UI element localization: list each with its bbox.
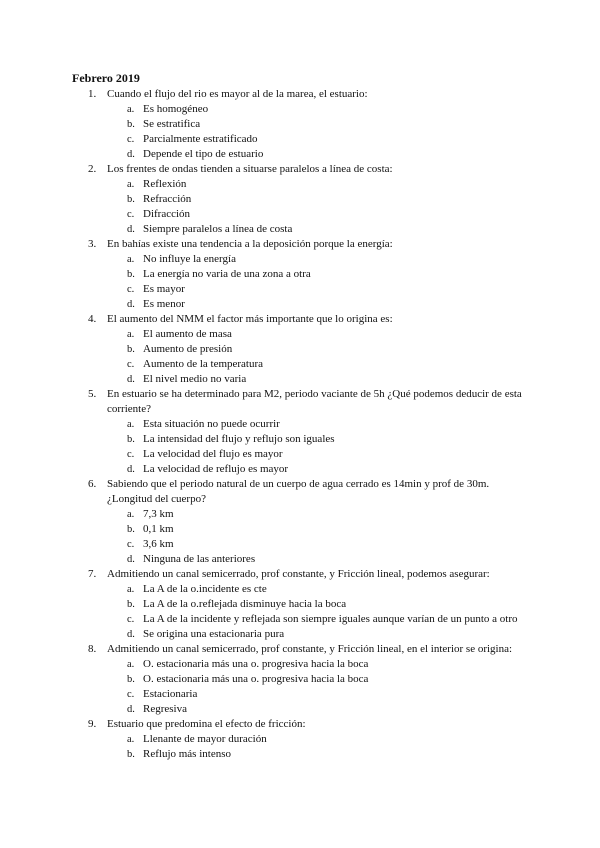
question-item bbox=[0, 717, 600, 762]
option-letter: b. bbox=[127, 434, 135, 445]
question-text: Admitiendo un canal semicerrado, prof constante, y Fricción lineal, en el interior se origina: bbox=[107, 643, 513, 655]
answer-option bbox=[0, 462, 600, 477]
option-letter: c. bbox=[127, 539, 135, 550]
option-text: La A de la o.incidente es cte bbox=[143, 583, 267, 595]
option-letter: d. bbox=[127, 299, 135, 310]
answer-option bbox=[0, 147, 600, 162]
option-letter: c. bbox=[127, 689, 135, 700]
option-list bbox=[0, 657, 600, 717]
option-letter: a. bbox=[127, 734, 135, 745]
answer-option bbox=[0, 747, 600, 762]
answer-option bbox=[0, 657, 600, 672]
answer-option bbox=[0, 732, 600, 747]
option-letter: b. bbox=[127, 119, 135, 130]
option-text: 0,1 km bbox=[143, 523, 174, 535]
option-list bbox=[0, 252, 600, 312]
question-number: 7. bbox=[88, 568, 97, 580]
answer-option bbox=[0, 267, 600, 282]
option-letter: d. bbox=[127, 224, 135, 235]
option-letter: b. bbox=[127, 194, 135, 205]
option-text: Reflexión bbox=[143, 178, 187, 190]
answer-option bbox=[0, 582, 600, 597]
question-row bbox=[0, 642, 600, 657]
answer-option bbox=[0, 597, 600, 612]
option-text: Es mayor bbox=[143, 283, 185, 295]
answer-option bbox=[0, 192, 600, 207]
answer-option bbox=[0, 522, 600, 537]
option-letter: c. bbox=[127, 209, 135, 220]
question-row bbox=[0, 87, 600, 102]
option-text: Es menor bbox=[143, 298, 185, 310]
question-number: 2. bbox=[88, 163, 97, 175]
option-text: La intensidad del flujo y reflujo son iguales bbox=[143, 433, 335, 445]
question-text: Los frentes de ondas tienden a situarse paralelos a línea de costa: bbox=[107, 163, 393, 175]
answer-option bbox=[0, 327, 600, 342]
option-text: La A de la o.reflejada disminuye hacia la boca bbox=[143, 598, 347, 610]
answer-option bbox=[0, 537, 600, 552]
option-text: Depende el tipo de estuario bbox=[143, 148, 264, 160]
option-text: Llenante de mayor duración bbox=[143, 733, 267, 745]
option-letter: a. bbox=[127, 329, 135, 340]
option-letter: b. bbox=[127, 674, 135, 685]
option-text: El aumento de masa bbox=[143, 328, 232, 340]
option-text: Esta situación no puede ocurrir bbox=[143, 418, 280, 430]
answer-option bbox=[0, 372, 600, 387]
answer-option bbox=[0, 687, 600, 702]
option-text: No influye la energía bbox=[143, 253, 236, 265]
option-letter: d. bbox=[127, 464, 135, 475]
option-text: Ninguna de las anteriores bbox=[143, 553, 256, 565]
option-text: Regresiva bbox=[143, 703, 187, 715]
option-list bbox=[0, 507, 600, 567]
option-letter: d. bbox=[127, 554, 135, 565]
answer-option bbox=[0, 117, 600, 132]
option-letter: a. bbox=[127, 104, 135, 115]
option-letter: c. bbox=[127, 134, 135, 145]
option-letter: d. bbox=[127, 374, 135, 385]
option-list bbox=[0, 327, 600, 387]
question-text: Estuario que predomina el efecto de fricción: bbox=[107, 718, 306, 730]
question-row bbox=[0, 477, 600, 507]
option-letter: c. bbox=[127, 614, 135, 625]
option-letter: a. bbox=[127, 254, 135, 265]
option-list bbox=[0, 417, 600, 477]
option-text: Es homogéneo bbox=[143, 103, 209, 115]
question-number: 5. bbox=[88, 388, 97, 400]
question-item bbox=[0, 162, 600, 237]
option-text: Se estratifica bbox=[143, 118, 201, 130]
option-letter: a. bbox=[127, 659, 135, 670]
option-list bbox=[0, 177, 600, 237]
answer-option bbox=[0, 357, 600, 372]
option-list bbox=[0, 582, 600, 642]
option-text: Difracción bbox=[143, 208, 191, 220]
option-text: O. estacionaria más una o. progresiva hacia la boca bbox=[143, 673, 369, 685]
question-number: 6. bbox=[88, 478, 97, 490]
option-text: 7,3 km bbox=[143, 508, 174, 520]
option-text: Se origina una estacionaria pura bbox=[143, 628, 285, 640]
option-letter: a. bbox=[127, 509, 135, 520]
option-letter: b. bbox=[127, 524, 135, 535]
answer-option bbox=[0, 417, 600, 432]
option-letter: c. bbox=[127, 359, 135, 370]
question-row bbox=[0, 237, 600, 252]
option-letter: d. bbox=[127, 629, 135, 640]
answer-option bbox=[0, 702, 600, 717]
question-number: 1. bbox=[88, 88, 97, 100]
question-item bbox=[0, 87, 600, 162]
question-number: 9. bbox=[88, 718, 97, 730]
question-item bbox=[0, 387, 600, 477]
question-row bbox=[0, 312, 600, 327]
answer-option bbox=[0, 282, 600, 297]
option-text: O. estacionaria más una o. progresiva hacia la boca bbox=[143, 658, 369, 670]
question-text: Admitiendo un canal semicerrado, prof constante, y Fricción lineal, podemos asegurar: bbox=[107, 568, 490, 580]
question-row bbox=[0, 162, 600, 177]
option-text: Reflujo más intenso bbox=[143, 748, 231, 760]
question-number: 4. bbox=[88, 313, 97, 325]
question-row bbox=[0, 567, 600, 582]
option-text: La energía no varia de una zona a otra bbox=[143, 268, 311, 280]
page-title: Febrero 2019 bbox=[72, 71, 140, 85]
question-row bbox=[0, 717, 600, 732]
option-text: Siempre paralelos a línea de costa bbox=[143, 223, 293, 235]
answer-option bbox=[0, 252, 600, 267]
option-letter: d. bbox=[127, 704, 135, 715]
question-text: En estuario se ha determinado para M2, periodo vaciante de 5h ¿Qué podemos deducir de esta corriente? bbox=[107, 388, 522, 415]
option-letter: b. bbox=[127, 344, 135, 355]
answer-option bbox=[0, 432, 600, 447]
question-text: Sabiendo que el periodo natural de un cuerpo de agua cerrado es 14min y prof de 30m. ¿Longitud del cuerpo? bbox=[107, 478, 490, 505]
option-text: La velocidad de reflujo es mayor bbox=[143, 463, 289, 475]
question-item bbox=[0, 477, 600, 567]
answer-option bbox=[0, 447, 600, 462]
option-letter: a. bbox=[127, 419, 135, 430]
option-text: Parcialmente estratificado bbox=[143, 133, 258, 145]
option-letter: c. bbox=[127, 449, 135, 460]
question-item bbox=[0, 312, 600, 387]
question-text: Cuando el flujo del rio es mayor al de la marea, el estuario: bbox=[107, 88, 368, 100]
option-letter: b. bbox=[127, 599, 135, 610]
answer-option bbox=[0, 132, 600, 147]
question-item bbox=[0, 642, 600, 717]
answer-option bbox=[0, 177, 600, 192]
option-text: La A de la incidente y reflejada son siempre iguales aunque varían de un punto a otro bbox=[143, 613, 518, 625]
option-text: 3,6 km bbox=[143, 538, 174, 550]
option-text: Aumento de la temperatura bbox=[143, 358, 264, 370]
option-letter: a. bbox=[127, 179, 135, 190]
answer-option bbox=[0, 552, 600, 567]
option-letter: a. bbox=[127, 584, 135, 595]
option-list bbox=[0, 102, 600, 162]
question-list bbox=[0, 87, 600, 762]
question-row bbox=[0, 387, 600, 417]
option-letter: b. bbox=[127, 749, 135, 760]
question-item bbox=[0, 567, 600, 642]
answer-option bbox=[0, 627, 600, 642]
answer-option bbox=[0, 672, 600, 687]
option-letter: c. bbox=[127, 284, 135, 295]
question-text: En bahías existe una tendencia a la deposición porque la energía: bbox=[107, 238, 393, 250]
answer-option bbox=[0, 102, 600, 117]
option-letter: b. bbox=[127, 269, 135, 280]
option-letter: d. bbox=[127, 149, 135, 160]
answer-option bbox=[0, 342, 600, 357]
answer-option bbox=[0, 612, 600, 627]
answer-option bbox=[0, 297, 600, 312]
question-number: 8. bbox=[88, 643, 97, 655]
option-text: Refracción bbox=[143, 193, 192, 205]
option-list bbox=[0, 732, 600, 762]
option-text: El nivel medio no varia bbox=[143, 373, 247, 385]
question-item bbox=[0, 237, 600, 312]
option-text: La velocidad del flujo es mayor bbox=[143, 448, 283, 460]
option-text: Aumento de presión bbox=[143, 343, 233, 355]
question-number: 3. bbox=[88, 238, 97, 250]
option-text: Estacionaria bbox=[143, 688, 198, 700]
question-text: El aumento del NMM el factor más importante que lo origina es: bbox=[107, 313, 393, 325]
answer-option bbox=[0, 507, 600, 522]
answer-option bbox=[0, 222, 600, 237]
answer-option bbox=[0, 207, 600, 222]
